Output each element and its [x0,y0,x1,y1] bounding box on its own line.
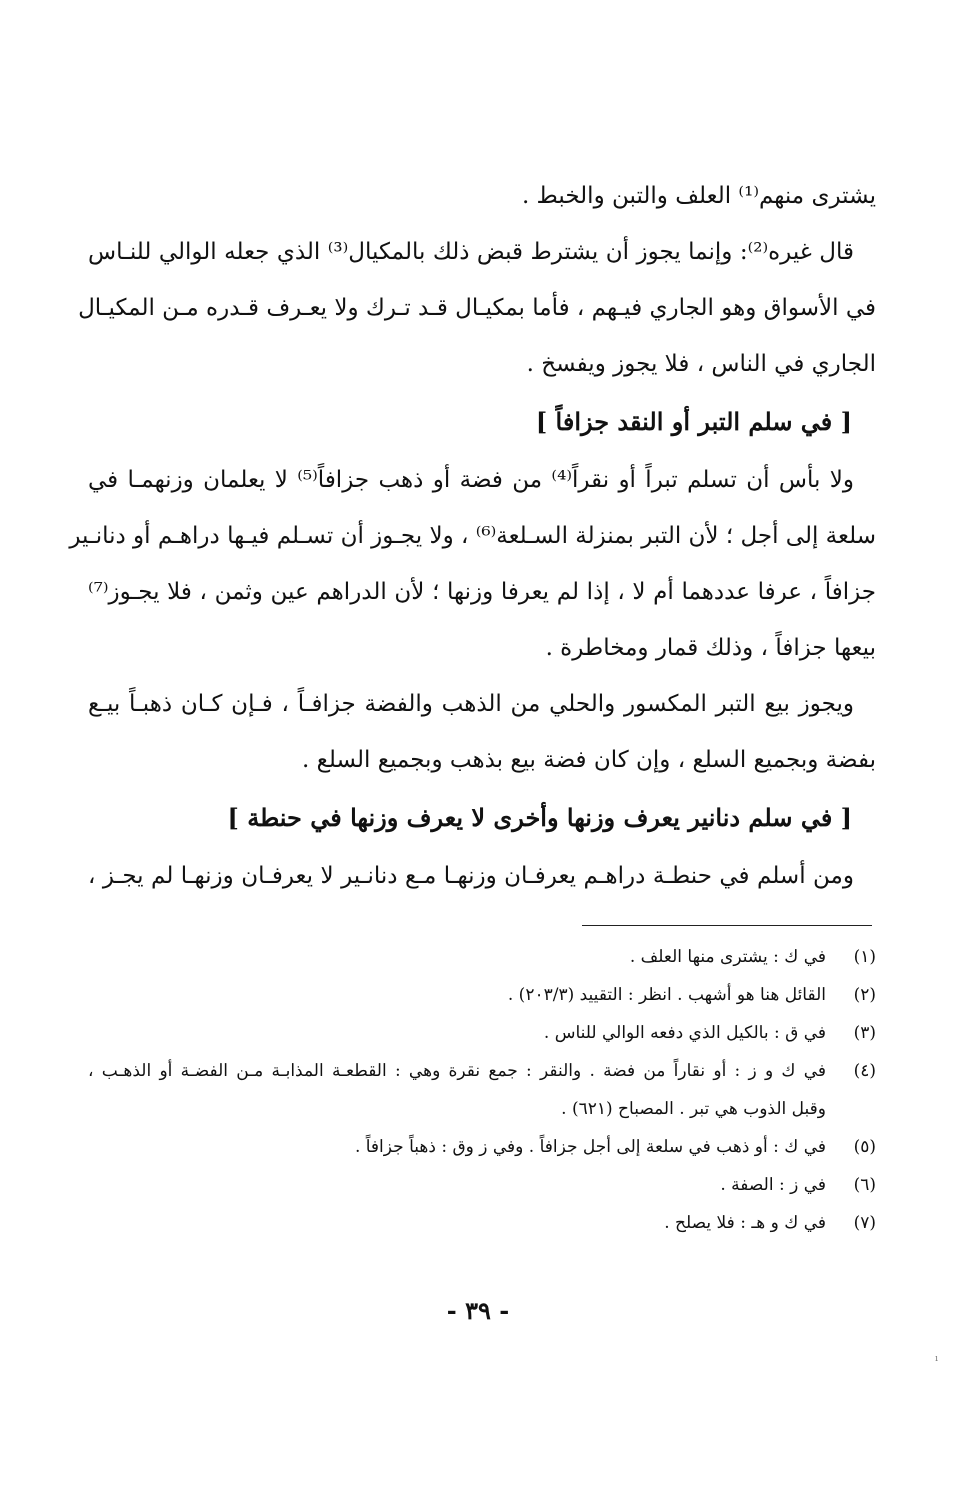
text-line: جزافاً ، عرفا عددهما أم لا ، إذا لم يعرفا وزنها ؛ لأن الدراهم عين وثمن ، فلا يجـوز⁽⁷⁾ [88,579,876,605]
text-line: ولا بأس أن تسلم تبراً أو نقراً⁽⁴⁾ من فضة أو ذهب جزافاً⁽⁵⁾ لا يعلمان وزنهمـا في [88,467,854,493]
footnote-divider [582,925,872,926]
footnote-text: في ك : أو ذهب في سلعة إلى أجل جزافاً . وفي ز وق : ذهباً جزافاً . [354,1137,826,1157]
footnotes [88,938,876,1242]
section-heading: [ في سلم التبر أو النقد جزافاً ] [535,407,852,436]
text-line: بيعها جزافاً ، وذلك قمار ومخاطرة . [545,635,876,661]
text-line: ومن أسلم في حنطـة دراهـم يعرفـان وزنهـا مـع دنانـير لا يعرفـان وزنهـا لم يجـز ، [88,863,854,889]
footnote [88,1052,876,1090]
footnote [88,1204,876,1242]
text-line: قال غيره⁽²⁾: وإنما يجوز أن يشترط قبض ذلك بالمكيال⁽³⁾ الذي جعله الوالي للنـاس [88,239,854,265]
footnote-number: (٥) [853,1137,876,1157]
text-line: الجاري في الناس ، فلا يجوز ويفسخ . [526,351,876,377]
text-line: يشترى منهم⁽¹⁾ العلف والتبن والخبط . [521,183,876,209]
footnote [88,976,876,1014]
footnote-text: في ك و ز : أو نقاراً من فضة . والنقر : جمع نقرة وهي : القطعـة المذابـة مـن الفضـة أو الذهـب ، [88,1061,826,1081]
edge-mark: ı [935,1354,938,1364]
text-line: ويجوز بيع التبر المكسور والحلي من الذهب والفضة جزافـاً ، فـإن كـان ذهبـاً بيـع [88,691,854,717]
footnote-number: (٣) [853,1023,876,1043]
text-line: بفضة وبجميع السلع ، وإن كان فضة بيع بذهب وبجميع السلع . [302,747,876,773]
text-line: في الأسواق وهو الجاري فيـهم ، فأما بمكيـال قـد تـرك ولا يعـرف قـدره مـن المكيـال [78,295,876,321]
footnote-number: (٢) [853,985,876,1005]
footnote-continuation: وقبل الذوب هي تبر . المصباح (٦٢١) . [561,1099,826,1119]
footnote-number: (٤) [853,1061,876,1081]
section-heading: [ في سلم دنانير يعرف وزنها وأخرى لا يعرف وزنها في حنطة ] [227,803,852,832]
footnote-text: في ك : يشترى منها العلف . [629,947,826,967]
footnote-text: في ز : الصفة . [720,1175,826,1195]
main-text [69,168,876,904]
footnote-text: في ك و هـ : فلا يصلح . [664,1213,826,1233]
footnote-number: (٧) [853,1213,876,1233]
text-line: سلعة إلى أجل ؛ لأن التبر بمنزلة السـلعة⁽⁶⁾ ، ولا يجـوز أن تسـلم فيـها دراهـم أو دنانـير [69,523,876,549]
footnote-text: في ق : بالكيل الذي دفعه الوالي للناس . [543,1023,826,1043]
footnote-number: (١) [853,947,876,967]
footnote [88,938,876,976]
footnote-text: القائل هنا هو أشهب . انظر : التقييد (٢٠٣/٣) . [507,985,826,1005]
footnote [88,1014,876,1052]
footnote [88,1128,876,1166]
footnote [88,1166,876,1204]
page-number: - ٣٩ - [446,1296,510,1325]
footnote-number: (٦) [853,1175,876,1195]
